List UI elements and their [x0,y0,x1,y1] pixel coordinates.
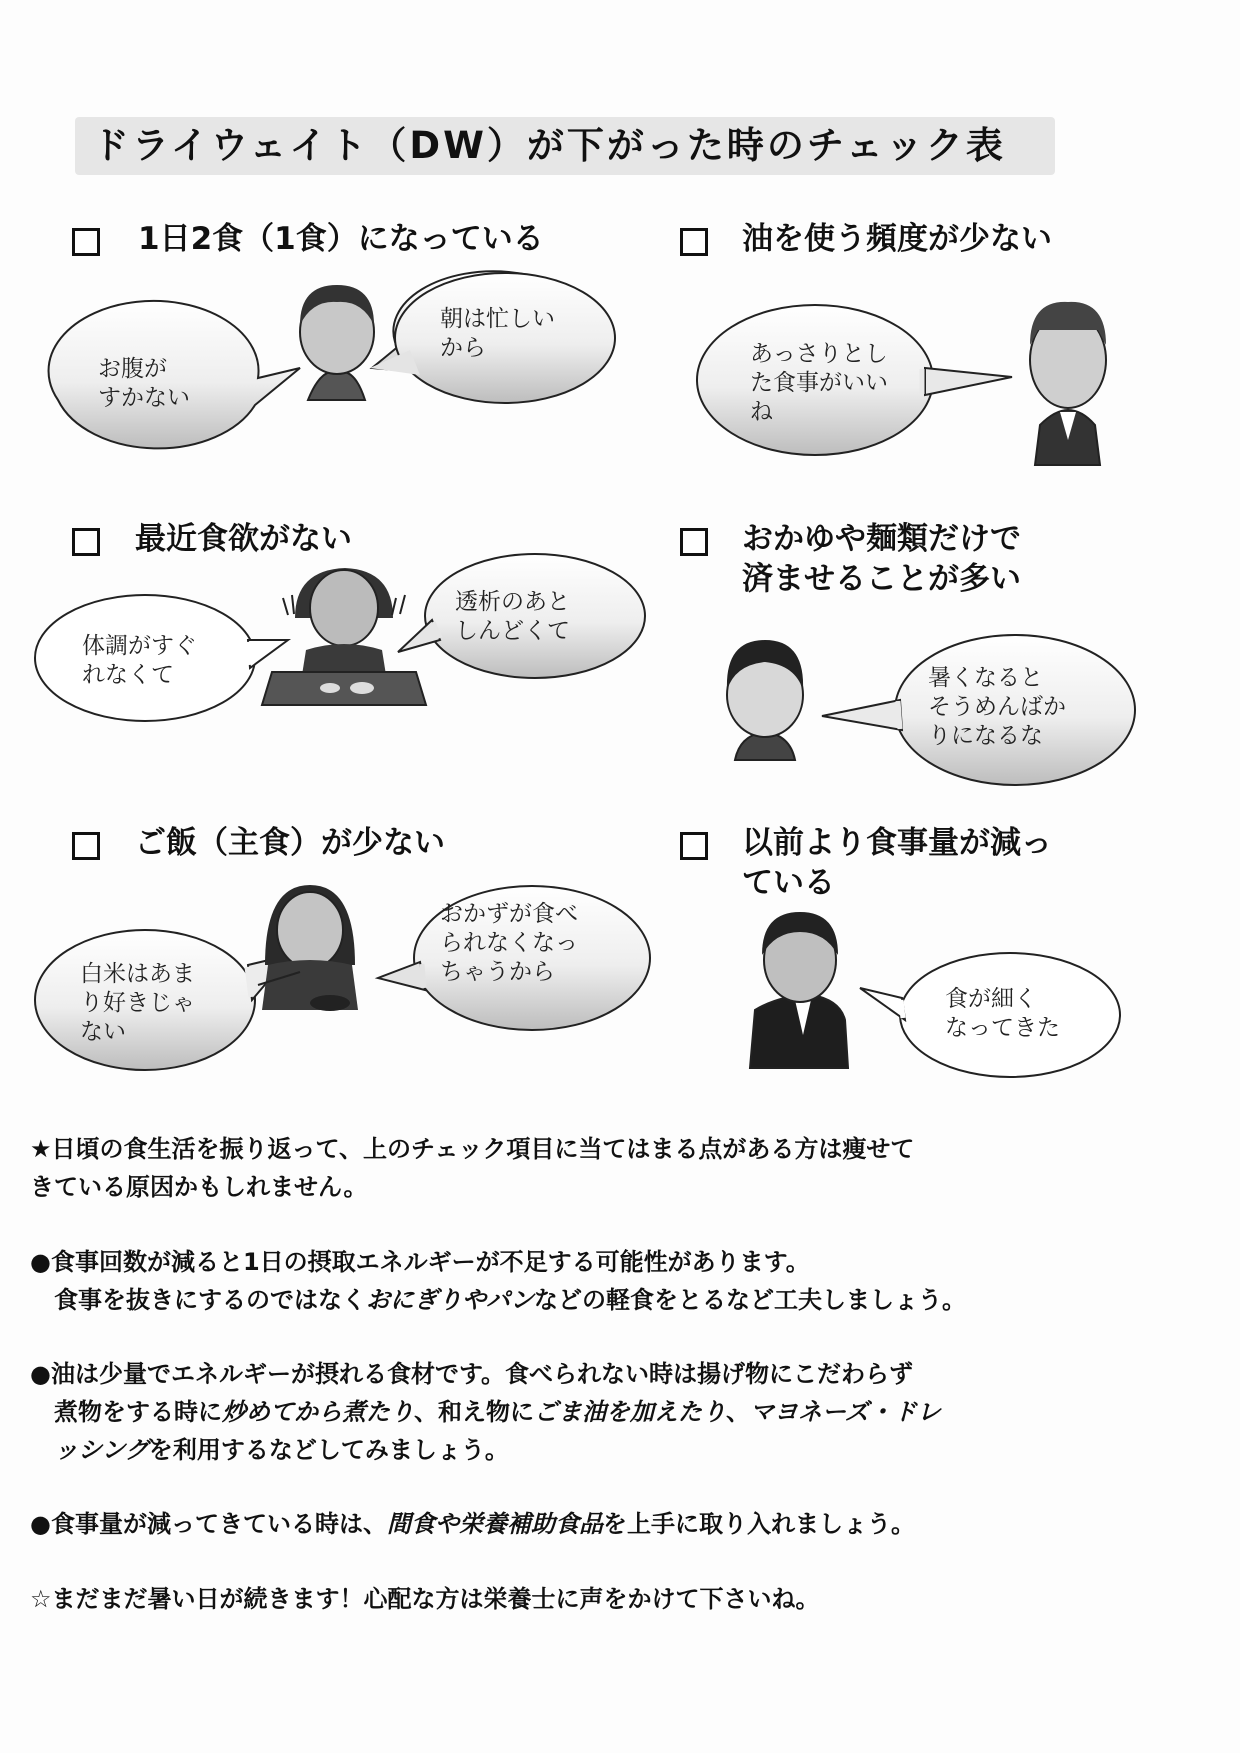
emphasis-text: ッシング [54,1436,149,1464]
bubble-text: 透析のあと しんどくて [455,589,570,644]
check-item-label: 油を使う頻度が少ない [742,221,1052,257]
note-meal-amount [30,1505,915,1543]
bubble-text: おかずが食べ られなくなっ ちゃうから [440,901,578,985]
note-oil-line-2 [30,1393,941,1431]
checkbox[interactable] [72,228,100,256]
note-star-line-1: ★日頃の食生活を振り返って、上のチェック項目に当てはまる点がある方は痩せて [30,1135,915,1163]
note-meal-count-line-2 [30,1281,966,1319]
text [30,1436,54,1464]
woman-eating-figure [258,885,358,1011]
check-item-label: おかゆや麺類だけで 済ませることが多い [742,521,1021,597]
note-oil-line-3 [30,1431,509,1469]
bubble-text: 暑くなると そうめんばか りになるな [928,665,1066,749]
note-closing: ☆まだまだ暑い日が続きます！心配な方は栄養士に声をかけて下さいね。 [30,1585,820,1613]
bubble-text: 白米はあま り好きじゃ ない [80,961,195,1045]
page-title: ドライウェイト（DW）が下がった時のチェック表 [92,124,1006,167]
checkbox[interactable] [680,528,708,556]
note-oil-line-1: ●油は少量でエネルギーが摂れる食材です。食べられない時は揚げ物にこだわらず [30,1360,914,1388]
bubble-text: 体調がすぐ れなくて [82,633,197,688]
bubble-text: 朝は忙しい から [440,306,555,361]
emphasis-text: ごま油を加えたり [534,1398,726,1426]
check-item-label: ご飯（主食）が少ない [135,825,445,861]
text: を利用するなどしてみましょう。 [148,1436,509,1464]
check-item-label: 以前より食事量が減っ ている [742,825,1052,901]
emphasis-text: 間食や栄養補助食品 [386,1510,603,1538]
text: 、 [726,1398,750,1426]
elderly-man-figure-1 [300,285,374,400]
bubble-text: 食が細く なってきた [945,986,1060,1041]
text: 、和え物に [414,1398,534,1426]
text: 煮物をする時に [30,1398,222,1426]
checkbox[interactable] [680,228,708,256]
checkbox[interactable] [72,832,100,860]
check-item-label: 1日2食（1食）になっている [138,221,544,257]
man-in-suit-figure [750,912,848,1068]
note-star-line-2: きている原因かもしれません。 [30,1173,368,1201]
boy-figure [727,640,803,760]
tired-woman-at-table-figure [262,568,426,705]
note-meal-count-line-1: ●食事回数が減ると1日の摂取エネルギーが不足する可能性があります。 [30,1248,810,1276]
emphasis-text: マヨネーズ・ドレ [750,1398,941,1426]
checkbox[interactable] [680,832,708,860]
text: を上手に取り入れましょう。 [602,1510,915,1538]
bubble-text: お腹が すかない [98,356,190,411]
man-with-glasses-figure [1030,302,1106,465]
checkbox[interactable] [72,528,100,556]
check-item-label: 最近食欲がない [135,521,352,557]
text: などの軽食をとるなど工夫しましょう。 [534,1286,966,1314]
text: 食事を抜きにするのではなく [30,1286,366,1314]
text: ●食事量が減ってきている時は、 [30,1510,387,1538]
bubble-text: あっさりとし た食事がいい ね [750,341,888,425]
emphasis-text: 炒めてから煮たり [222,1398,414,1426]
emphasis-text: おにぎりやパン [366,1286,534,1314]
